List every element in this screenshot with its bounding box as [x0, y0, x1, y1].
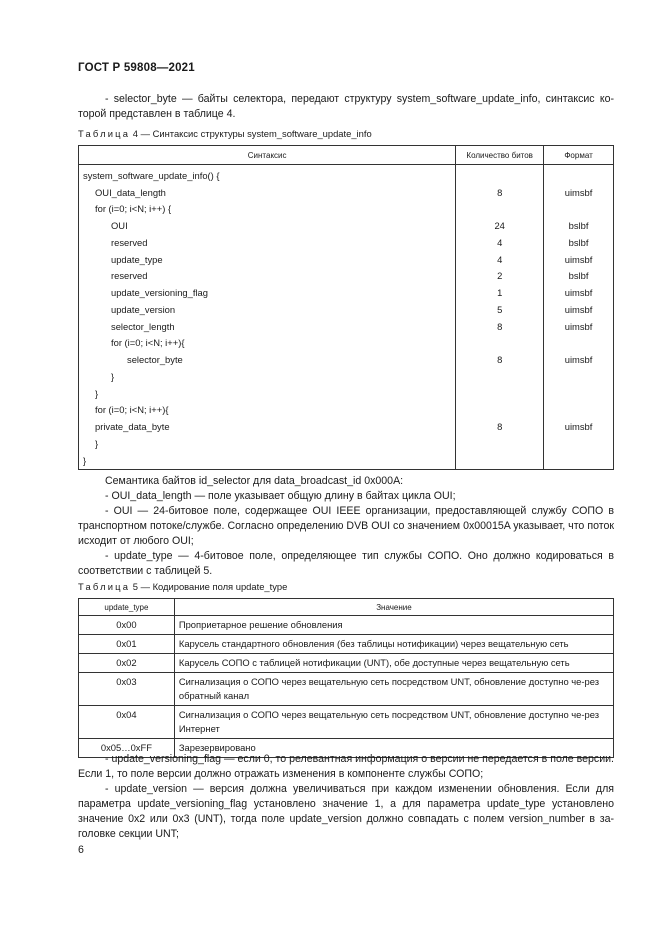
syntax-cell: private_data_byte [79, 418, 456, 435]
column-header-value: Значение [174, 599, 613, 616]
format-cell: uimsbf [544, 284, 614, 301]
format-cell [544, 385, 614, 402]
update-type-value-cell: Сигнализация о СОПО через вещательную сеть посредством UNT, обновление доступно че-рез обратный канал [174, 673, 613, 706]
syntax-cell: } [79, 385, 456, 402]
format-cell: uimsbf [544, 184, 614, 201]
semantics-update-type: - update_type — 4-битовое поле, определяющее тип службы СОПО. Оно должно кодироваться в соответствии с таблицей 5. [78, 550, 614, 577]
bits-cell: 24 [456, 217, 544, 234]
table5-caption-prefix: Таблица [78, 581, 131, 592]
syntax-cell: } [79, 368, 456, 385]
syntax-cell: } [79, 435, 456, 452]
format-cell [544, 402, 614, 419]
format-cell [544, 201, 614, 218]
format-cell: uimsbf [544, 418, 614, 435]
syntax-cell: update_version [79, 301, 456, 318]
syntax-table-body [79, 165, 614, 470]
format-cell: bslbf [544, 217, 614, 234]
semantics-intro: Семантика байтов id_selector для data_broadcast_id 0x000A: [105, 475, 404, 487]
table-row [79, 452, 614, 469]
syntax-cell: } [79, 452, 456, 469]
table5-caption [78, 581, 287, 592]
bits-cell: 2 [456, 268, 544, 285]
format-cell: bslbf [544, 234, 614, 251]
table-row [79, 635, 614, 654]
syntax-cell: update_versioning_flag [79, 284, 456, 301]
table-row [79, 284, 614, 301]
bits-cell [456, 335, 544, 352]
syntax-cell: reserved [79, 234, 456, 251]
document-header: ГОСТ Р 59808—2021 [78, 62, 195, 74]
syntax-cell: for (i=0; i<N; i++){ [79, 402, 456, 419]
closing-section [78, 752, 614, 842]
table-row [79, 368, 614, 385]
bits-cell [456, 385, 544, 402]
page-number: 6 [78, 844, 84, 856]
bits-cell [456, 201, 544, 218]
format-cell [544, 435, 614, 452]
update-type-code-cell: 0x03 [79, 673, 175, 706]
update-type-value-cell: Карусель СОПО с таблицей нотификации (UNT), обе доступные через вещательную сеть [174, 654, 613, 673]
semantics-oui-length: - OUI_data_length — поле указывает общую длину в байтах цикла OUI; [105, 490, 456, 502]
table4-caption-title: 4 — Синтаксис структуры system_software_update_info [132, 128, 372, 139]
column-header-bits: Количество битов [456, 146, 544, 165]
table-row [79, 165, 614, 184]
bits-cell [456, 452, 544, 469]
table-row [79, 673, 614, 706]
format-cell [544, 368, 614, 385]
table-row [79, 251, 614, 268]
update-type-value-cell: Сигнализация о СОПО через вещательную сеть посредством UNT, обновление доступно че-рез Интернет [174, 706, 613, 739]
syntax-cell: update_type [79, 251, 456, 268]
table-row [79, 184, 614, 201]
bits-cell [456, 435, 544, 452]
bits-cell: 1 [456, 284, 544, 301]
table-row [79, 706, 614, 739]
table-row [79, 318, 614, 335]
syntax-table [78, 145, 614, 470]
update-type-table [78, 598, 614, 758]
update-type-table-body [79, 616, 614, 758]
syntax-cell: for (i=0; i<N; i++) { [79, 201, 456, 218]
table-row [79, 335, 614, 352]
table-row [79, 301, 614, 318]
table-row [79, 217, 614, 234]
format-cell: uimsbf [544, 318, 614, 335]
bits-cell: 8 [456, 318, 544, 335]
column-header-update-type: update_type [79, 599, 175, 616]
bits-cell [456, 368, 544, 385]
table-row [79, 351, 614, 368]
table-row [79, 201, 614, 218]
table-row [79, 385, 614, 402]
update-type-value-cell: Проприетарное решение обновления [174, 616, 613, 635]
format-cell [544, 335, 614, 352]
closing-update-version: - update_version — версия должна увеличиваться при каждом изменении обновления. Если для параметра update_versioning_flag установлено значение 1, а для параметра update_type установлено значение 0x2 или 0x3 (UNT), тогда поле update_version должно совпадать с полем version_number в за-головке секции UNT; [78, 783, 614, 840]
format-cell: uimsbf [544, 301, 614, 318]
table-row [79, 268, 614, 285]
bits-cell: 8 [456, 418, 544, 435]
syntax-cell: system_software_update_info() { [79, 165, 456, 184]
table5-caption-title: 5 — Кодирование поля update_type [132, 581, 288, 592]
update-type-code-cell: 0x00 [79, 616, 175, 635]
bits-cell [456, 402, 544, 419]
format-cell: uimsbf [544, 351, 614, 368]
syntax-cell: selector_length [79, 318, 456, 335]
update-type-code-cell: 0x04 [79, 706, 175, 739]
update-type-code-cell: 0x02 [79, 654, 175, 673]
table-row [79, 654, 614, 673]
bits-cell: 4 [456, 234, 544, 251]
table-row [79, 418, 614, 435]
intro-text: - selector_byte — байты селектора, передают структуру system_software_update_info, синтаксис ко-торой представлен в таблице 4. [78, 93, 614, 120]
closing-versioning-flag: - update_versioning_flag — если 0, то релевантная информация о версии не передается в поле версии. Если 1, то поле версии должно отражать изменения в компоненте службы СОПО; [78, 753, 614, 780]
syntax-cell: selector_byte [79, 351, 456, 368]
column-header-format: Формат [544, 146, 614, 165]
table-row [79, 435, 614, 452]
semantics-section [78, 474, 614, 579]
format-cell [544, 165, 614, 184]
format-cell: bslbf [544, 268, 614, 285]
bits-cell [456, 165, 544, 184]
bits-cell: 8 [456, 351, 544, 368]
syntax-cell: OUI_data_length [79, 184, 456, 201]
table4-caption [78, 128, 372, 139]
format-cell: uimsbf [544, 251, 614, 268]
bits-cell: 8 [456, 184, 544, 201]
column-header-syntax: Синтаксис [79, 146, 456, 165]
syntax-cell: reserved [79, 268, 456, 285]
table-row [79, 616, 614, 635]
update-type-code-cell: 0x01 [79, 635, 175, 654]
format-cell [544, 452, 614, 469]
update-type-value-cell: Карусель стандартного обновления (без таблицы нотификации) через вещательную сеть [174, 635, 613, 654]
bits-cell: 4 [456, 251, 544, 268]
intro-paragraph [78, 92, 614, 122]
semantics-oui: - OUI — 24-битовое поле, содержащее OUI IEEE организации, предоставляющей службу СОПО в транспортном потоке/службе. Согласно определению DVB OUI со значением 0x00015A указывает, что поток исходит от любого OUI; [78, 505, 614, 547]
syntax-cell: for (i=0; i<N; i++){ [79, 335, 456, 352]
update-type-value-cell: Зарезервировано [174, 739, 613, 758]
update-type-code-cell: 0x05…0xFF [79, 739, 175, 758]
bits-cell: 5 [456, 301, 544, 318]
table-row [79, 234, 614, 251]
table-row [79, 402, 614, 419]
syntax-cell: OUI [79, 217, 456, 234]
table4-caption-prefix: Таблица [78, 128, 131, 139]
